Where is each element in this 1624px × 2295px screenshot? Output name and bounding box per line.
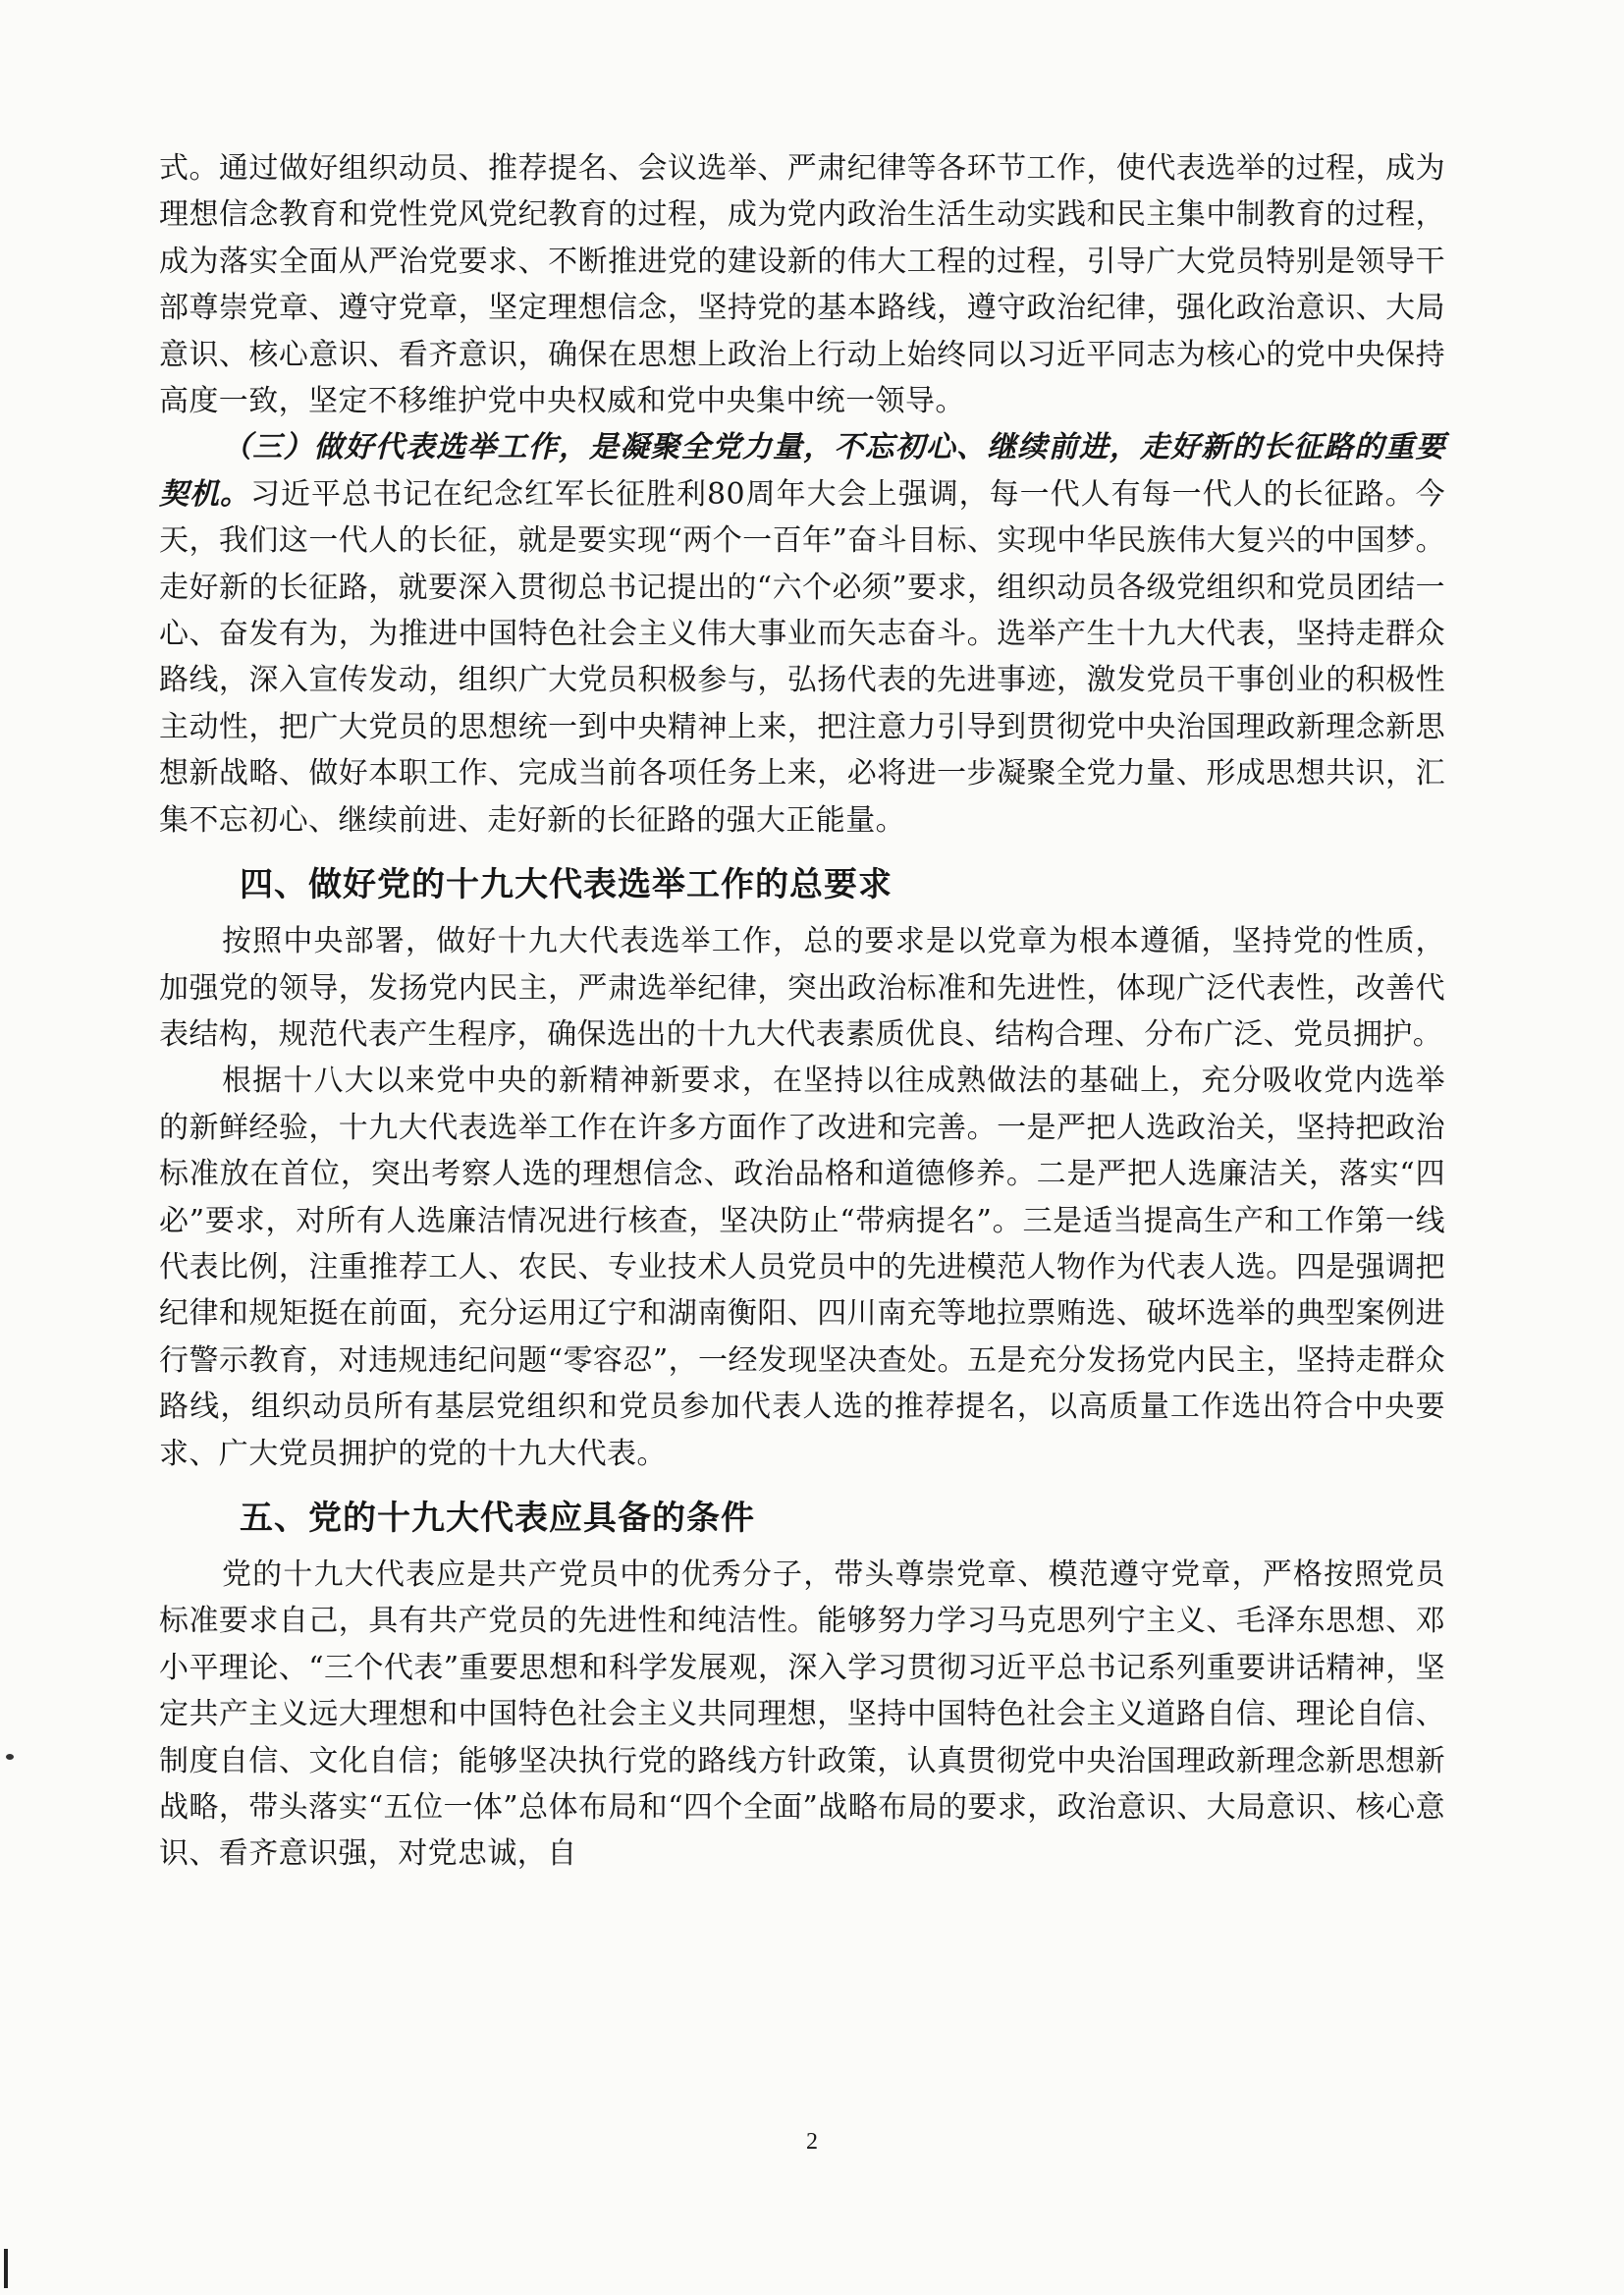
scan-edge-mark bbox=[4, 2249, 8, 2288]
document-page bbox=[159, 145, 1445, 1878]
section-4-heading: 四、做好党的十九大代表选举工作的总要求 bbox=[240, 865, 893, 905]
paragraph-2-body: 习近平总书记在纪念红军长征胜利80周年大会上强调，每一代人有每一代人的长征路。今天，我们这一代人的长征，就是要实现“两个一百年”奋斗目标、实现中华民族伟大复兴的中国梦。走好新的长征路，就要深入贯彻总书记提出的“六个必须”要求，组织动员各级党组织和党员团结一心、奋发有为，为推进中国特色社会主义伟大事业而矢志奋斗。选举产生十九大代表，坚持走群众路线，深入宣传发动，组织广大党员积极参与，弘扬代表的先进事迹，激发党员干事创业的积极性主动性，把广大党员的思想统一到中央精神上来，把注意力引导到贯彻党中央治国理政新理念新思想新战略、做好本职工作、完成当前各项任务上来，必将进一步凝聚全党力量、形成思想共识，汇集不忘初心、继续前进、走好新的长征路的强大正能量。 bbox=[159, 476, 1445, 838]
paragraph-2 bbox=[159, 424, 1445, 844]
section-5-heading: 五、党的十九大代表应具备的条件 bbox=[240, 1498, 755, 1538]
paragraph-2-lead: （三）做好代表选举工作，是凝聚全党力量，不忘初心、继续前进，走好新的长征路的重要契机。 bbox=[159, 430, 1445, 512]
section-4-paragraph-2: 根据十八大以来党中央的新精神新要求，在坚持以往成熟做法的基础上，充分吸收党内选举的新鲜经验，十九大代表选举工作在许多方面作了改进和完善。一是严把人选政治关，坚持把政治标准放在首位，突出考察人选的理想信念、政治品格和道德修养。二是严把人选廉洁关，落实“四必”要求，对所有人选廉洁情况进行核查，坚决防止“带病提名”。三是适当提高生产和工作第一线代表比例，注重推荐工人、农民、专业技术人员党员中的先进模范人物作为代表人选。四是强调把纪律和规矩挺在前面，充分运用辽宁和湖南衡阳、四川南充等地拉票贿选、破坏选举的典型案例进行警示教育，对违规违纪问题“零容忍”，一经发现坚决查处。五是充分发扬党内民主，坚持走群众路线，组织动员所有基层党组织和党员参加代表人选的推荐提名，以高质量工作选出符合中央要求、广大党员拥护的党的十九大代表。 bbox=[159, 1064, 1445, 1471]
page-number: 2 bbox=[806, 2129, 818, 2155]
scan-speck bbox=[6, 1754, 14, 1760]
paragraph-1: 式。通过做好组织动员、推荐提名、会议选举、严肃纪律等各环节工作，使代表选举的过程，成为理想信念教育和党性党风党纪教育的过程，成为党内政治生活生动实践和民主集中制教育的过程，成为落实全面从严治党要求、不断推进党的建设新的伟大工程的过程，引导广大党员特别是领导干部尊崇党章、遵守党章，坚定理想信念，坚持党的基本路线，遵守政治纪律，强化政治意识、大局意识、核心意识、看齐意识，确保在思想上政治上行动上始终同以习近平同志为核心的党中央保持高度一致，坚定不移维护党中央权威和党中央集中统一领导。 bbox=[159, 151, 1445, 419]
section-5-paragraph-1: 党的十九大代表应是共产党员中的优秀分子，带头尊崇党章、模范遵守党章，严格按照党员标准要求自己，具有共产党员的先进性和纯洁性。能够努力学习马克思列宁主义、毛泽东思想、邓小平理论、“三个代表”重要思想和科学发展观，深入学习贯彻习近平总书记系列重要讲话精神，坚定共产主义远大理想和中国特色社会主义共同理想，坚持中国特色社会主义道路自信、理论自信、制度自信、文化自信；能够坚决执行党的路线方针政策，认真贯彻党中央治国理政新理念新思想新战略，带头落实“五位一体”总体布局和“四个全面”战略布局的要求，政治意识、大局意识、核心意识、看齐意识强，对党忠诚，自 bbox=[159, 1557, 1445, 1872]
section-4-paragraph-1: 按照中央部署，做好十九大代表选举工作，总的要求是以党章为根本遵循，坚持党的性质，加强党的领导，发扬党内民主，严肃选举纪律，突出政治标准和先进性，体现广泛代表性，改善代表结构，规范代表产生程序，确保选出的十九大代表素质优良、结构合理、分布广泛、党员拥护。 bbox=[159, 924, 1445, 1052]
